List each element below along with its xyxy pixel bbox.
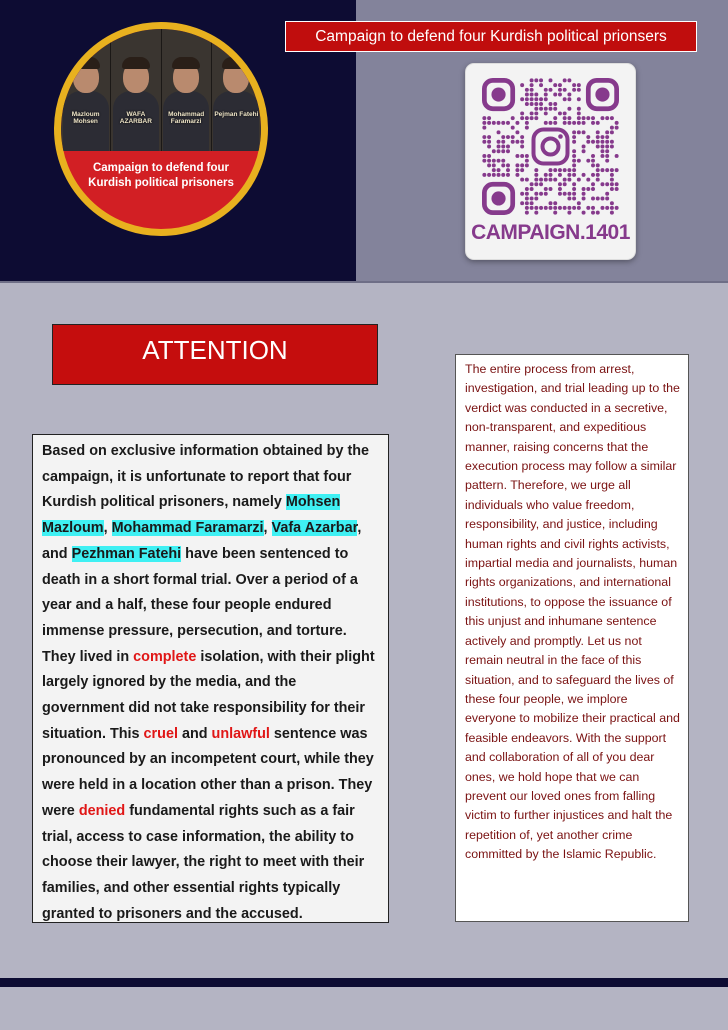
statement-text: isolation, with their plight largely ignored by the media, and the government did not take responsibility for their situation. This <box>42 648 375 742</box>
prisoner-photo <box>162 29 212 151</box>
statement-text: Based on exclusive information obtained by the campaign, it is unfortunate to report that four Kurdish political prisoners, namely <box>42 443 370 511</box>
statement-text: , <box>103 520 112 537</box>
qr-code <box>482 78 619 215</box>
statement-text: , and <box>42 520 362 562</box>
attention-heading: ATTENTION <box>52 324 378 385</box>
statement-text: and <box>177 725 212 742</box>
prisoner-name: Mohammad Faramarzi <box>168 111 205 125</box>
statement-text: , <box>263 520 272 537</box>
emphasis-word: unlawful <box>211 725 270 742</box>
emphasis-word: cruel <box>143 725 178 742</box>
prisoner-photos <box>61 29 261 151</box>
prisoner-name-highlight: Mohammad Faramarzi <box>111 520 264 537</box>
prisoner-name: Pejman Fatehi <box>214 111 259 118</box>
campaign-banner: Campaign to defend four Kurdish political prionsers <box>285 21 697 52</box>
prisoner-name-highlight: Vafa Azarbar <box>271 520 358 537</box>
header-divider <box>0 281 728 283</box>
qr-label: CAMPAIGN.1401 <box>471 221 630 244</box>
statement-text: sentence was pronounced by an incompetent court, while they were held in a location other than a prison. They were <box>42 725 374 819</box>
prisoner-photo <box>111 29 161 151</box>
prisoner-name-highlight: Mohsen Mazloum <box>42 494 341 537</box>
footer-bar <box>0 978 728 987</box>
instagram-icon <box>534 130 568 164</box>
prisoner-name-highlight: Pezhman Fatehi <box>71 545 182 562</box>
badge-caption: Campaign to defend four Kurdish political prisoners <box>88 162 234 189</box>
prisoner-name: Mazloum Mohsen <box>71 111 100 125</box>
statement-text: have been sentenced to death in a short formal trial. Over a period of a year and a half, these four people endured immense pressure, persecution, and torture. They lived in <box>42 545 358 665</box>
prisoner-name: WAFA AZARBAR <box>119 111 152 125</box>
campaign-badge <box>54 22 268 236</box>
emphasis-word: denied <box>78 802 126 819</box>
side-appeal: The entire process from arrest, investigation, and trial leading up to the verdict was conducted in a secretive, non-transparent, and expeditious manner, raising concerns that the execution process may follow a similar pattern. Therefore, we urge all individuals who value freedom, responsibility, and justice, including human rights and civil rights activists, impartial media and journalists, human rights organizations, and international institutions, to oppose the issuance of this unjust and inhumane sentence actively and promptly. Let us not remain neutral in the face of this situation, and to safeguard the lives of these four people, we implore everyone to mobilize their practical and feasible endeavors. With the support and collaboration of all of you dear ones, we hold hope that we can prevent our loved ones from falling victim to further injustices and halt the repetition of, yet another crime committed by the Islamic Republic. <box>455 354 689 922</box>
prisoner-photo <box>212 29 261 151</box>
prisoner-photo <box>61 29 111 151</box>
qr-code-card[interactable] <box>465 63 636 260</box>
main-statement <box>32 434 389 923</box>
emphasis-word: complete <box>133 648 197 665</box>
statement-text: fundamental rights such as a fair trial, access to case information, the ability to choose their lawyer, the right to meet with their families, and other essential rights typically granted to prisoners and the accused. <box>42 802 365 922</box>
